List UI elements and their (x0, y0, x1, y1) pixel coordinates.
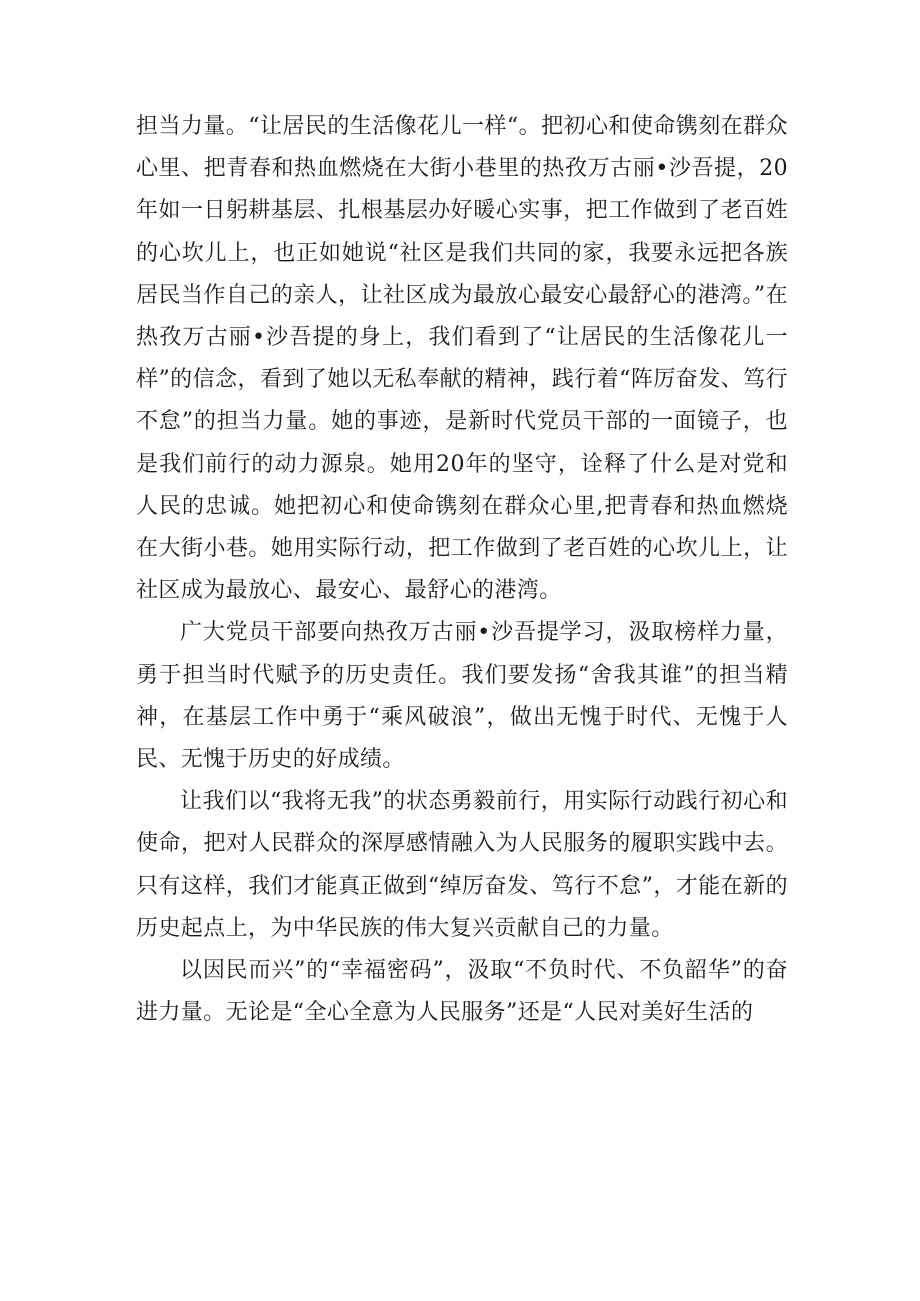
paragraph-2: 广大党员干部要向热孜万古丽•沙吾提学习，汲取榜样力量，勇于担当时代赋予的历史责任。我们要发扬“舍我其谁”的担当精神，在基层工作中勇于“乘风破浪”，做出无愧于时代、无愧于人民、无愧于历史的好成绩。 (136, 620, 788, 773)
paragraph-1: 担当力量。“让居民的生活像花儿一样“。把初心和使命镌刻在群众心里、把青春和热血燃烧在大街小巷里的热孜万古丽•沙吾提，20年如一日躬耕基层、扎根基层办好暖心实事，把工作做到了老百姓的心坎儿上，也正如她说“社区是我们共同的家，我要永远把各族居民当作自己的亲人，让社区成为最放心最安心最舒心的港湾。”在热孜万古丽•沙吾提的身上，我们看到了“让居民的生活像花儿一样”的信念，看到了她以无私奉献的精神，践行着“阵厉奋发、笃行不怠”的担当力量。她的事迹，是新时代党员干部的一面镜子，也是我们前行的动力源泉。她用20年的坚守，诠释了什么是对党和人民的忠诚。她把初心和使命镌刻在群众心里,把青春和热血燃烧在大街小巷。她用实际行动，把工作做到了老百姓的心坎儿上，让社区成为最放心、最安心、最舒心的港湾。 (136, 114, 788, 604)
paragraph-3: 让我们以“我将无我”的状态勇毅前行，用实际行动践行初心和使命，把对人民群众的深厚感情融入为人民服务的履职实践中去。只有这样，我们才能真正做到“绰厉奋发、笃行不怠”，才能在新的历史起点上，为中华民族的伟大复兴贡献自己的力量。 (136, 789, 788, 941)
paragraph-4: 以因民而兴”的“幸福密码”，汲取“不负时代、不负韶华”的奋进力量。无论是“全心全意为人民服务”还是“人民对美好生活的 (136, 958, 788, 1026)
document-body (136, 106, 788, 1034)
